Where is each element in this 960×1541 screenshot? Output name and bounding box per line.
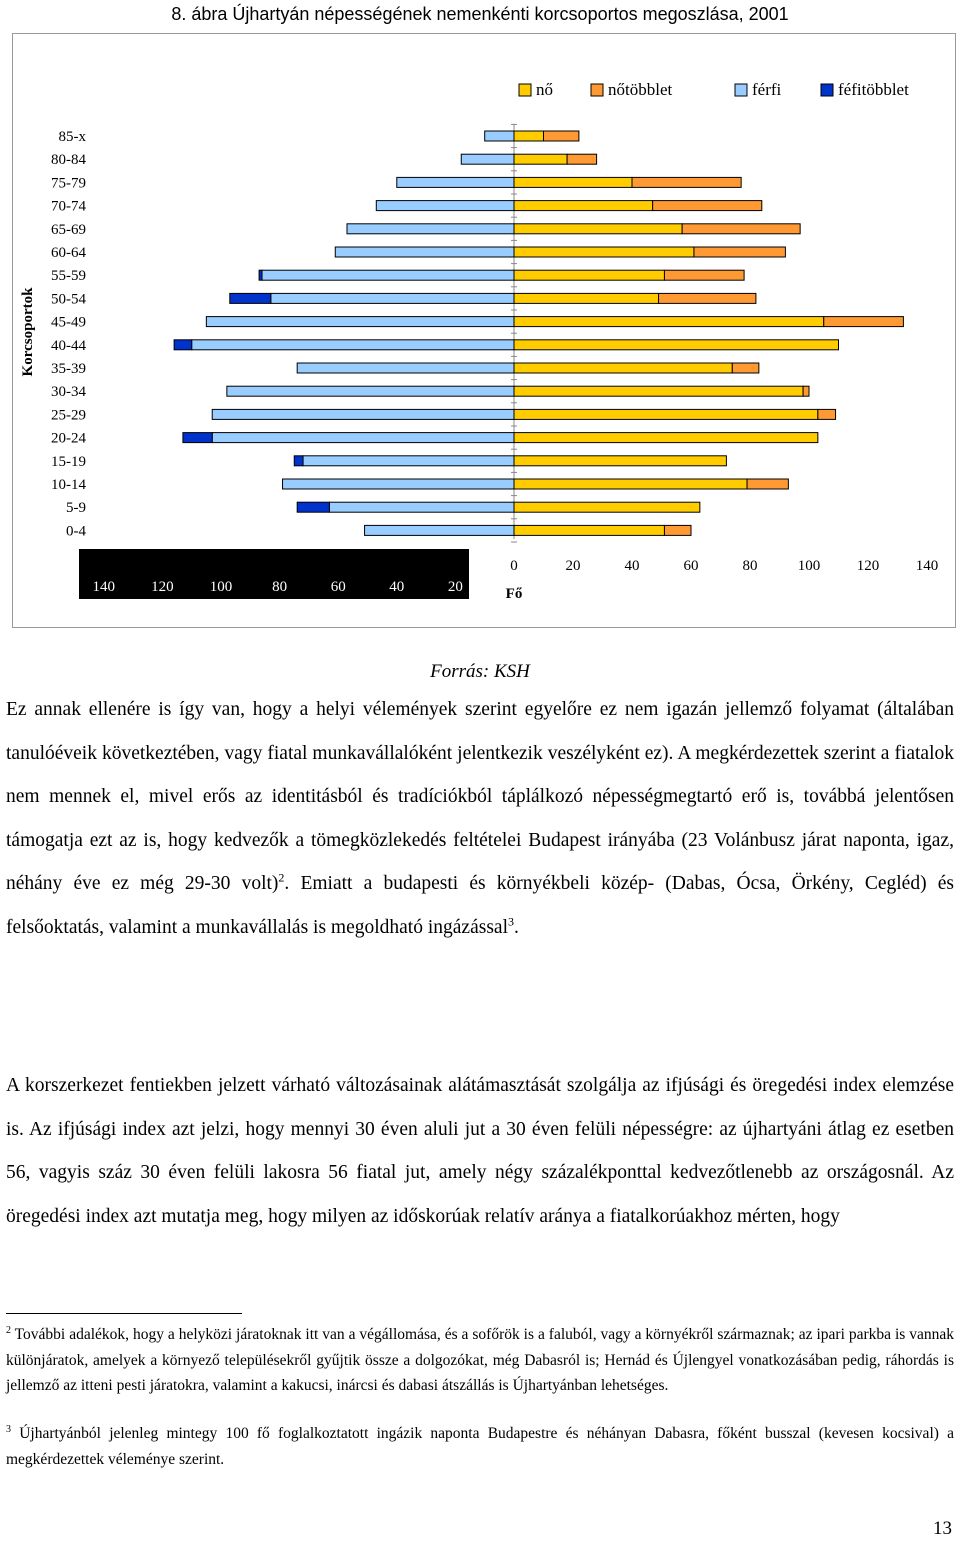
bar-ferfi-75-79 (397, 177, 514, 187)
bar-ferfi-55-59 (262, 270, 514, 280)
bar-ferfi-20-24 (212, 433, 514, 443)
category-label-50-54: 50-54 (51, 291, 86, 308)
bar-notobblet-35-39 (732, 363, 759, 373)
population-pyramid-chart (13, 34, 957, 629)
bar-ferfi-60-64 (335, 247, 514, 257)
bar-fefitobblet-20-24 (183, 433, 212, 443)
bar-ferfi-45-49 (206, 317, 514, 327)
bar-ferfi-10-14 (283, 479, 514, 489)
bar-notobblet-75-79 (632, 177, 741, 187)
category-label-70-74: 70-74 (51, 198, 86, 215)
x-tick-left-80: 80 (272, 579, 288, 595)
category-label-75-79: 75-79 (51, 175, 86, 192)
category-label-60-64: 60-64 (51, 245, 86, 261)
footnote-ref-2[interactable]: 2 (278, 870, 285, 885)
bar-notobblet-50-54 (659, 293, 756, 303)
y-axis-title: Korcsoportok (20, 287, 36, 377)
bar-no-75-79 (514, 177, 632, 187)
figure-title: 8. ábra Újhartyán népességének nemenkénti korcsoportos megoszlása, 2001 (171, 4, 789, 24)
x-tick-right-100: 100 (797, 558, 821, 574)
category-label-15-19: 15-19 (51, 453, 86, 470)
bar-ferfi-25-29 (212, 409, 514, 419)
x-tick-left-100: 100 (209, 579, 233, 595)
bar-no-25-29 (514, 409, 818, 419)
bar-ferfi-50-54 (271, 293, 514, 303)
paragraph-1 (6, 688, 954, 949)
legend-label-notobblet: nőtöbblet (608, 80, 673, 99)
legend-label-fefitobblet: féfitöbblet (838, 80, 909, 99)
chart-source: Forrás: KSH (430, 661, 530, 682)
footnote-3-text: Újhartyánból jelenleg mintegy 100 fő foglalkoztatott ingázik naponta Budapestre és néhányan Dabasra, főként busszal (kevesen kocsival) a megkérdezettek véleménye szerint. (6, 1425, 954, 1468)
bar-fefitobblet-15-19 (294, 456, 303, 466)
bar-fefitobblet-55-59 (259, 270, 262, 280)
footnote-divider (6, 1313, 242, 1314)
bar-no-0-4 (514, 525, 664, 535)
bar-notobblet-55-59 (664, 270, 744, 280)
x-tick-right-60: 60 (683, 558, 699, 574)
category-label-55-59: 55-59 (51, 268, 86, 285)
legend-label-ferfi: férfi (752, 80, 782, 99)
bar-fefitobblet-40-44 (174, 340, 192, 350)
x-tick-left-20: 20 (447, 579, 463, 595)
x-tick-left-60: 60 (330, 579, 346, 595)
bar-no-35-39 (514, 363, 732, 373)
legend-label-no: nő (536, 80, 553, 99)
bar-notobblet-30-34 (803, 386, 809, 396)
page-number: 13 (933, 1518, 952, 1539)
bar-notobblet-85-x (544, 131, 579, 141)
bar-fefitobblet-5-9 (297, 502, 329, 512)
footnote-3-number: 3 (6, 1423, 11, 1435)
category-label-0-4: 0-4 (66, 523, 86, 540)
bar-ferfi-80-84 (461, 154, 514, 164)
x-tick-right-140: 140 (915, 558, 939, 574)
x-tick-left-120: 120 (151, 579, 174, 595)
bar-notobblet-80-84 (567, 154, 597, 164)
category-label-10-14: 10-14 (51, 477, 86, 493)
footnote-3 (6, 1421, 954, 1472)
x-tick-left-40: 40 (389, 579, 405, 595)
bar-no-70-74 (514, 201, 653, 211)
bar-notobblet-45-49 (824, 317, 904, 327)
bar-ferfi-65-69 (347, 224, 514, 234)
paragraph-1-part-2: . Emiatt a budapesti és környékbeli közép- (Dabas, Ócsa, Örkény, Cegléd) és felsőoktatás, valamint a munkavállalás is megoldható ingázással (6, 873, 954, 938)
bar-no-40-44 (514, 340, 839, 350)
bar-no-30-34 (514, 386, 803, 396)
category-label-40-44: 40-44 (51, 337, 86, 354)
bar-ferfi-85-x (485, 131, 514, 141)
paragraph-2: A korszerkezet fentiekben jelzett várható változásainak alátámasztását szolgálja az ifjúsági és öregedési index elemzése is. Az ifjúsági index azt jelzi, hogy mennyi 30 éven aluli jut a 30 éven felüli népességre: az újhartyáni átlag ez esetben 56, vagyis száz 30 éven felüli lakosra 56 fiatal jut, amely négy százalékponttal kedvezőtlenebb az országosnál. Az öregedési index azt mutatja meg, hogy milyen az időskorúak relatív aránya a fiatalkorúakhoz mérten, hogy (6, 1075, 954, 1227)
bar-ferfi-40-44 (192, 340, 514, 350)
x-axis-title: Fő (505, 586, 523, 602)
bar-ferfi-35-39 (297, 363, 514, 373)
legend-swatch-no (519, 84, 531, 96)
bar-no-5-9 (514, 502, 700, 512)
legend-swatch-notobblet (591, 84, 603, 96)
bar-ferfi-15-19 (303, 456, 514, 466)
x-tick-right-120: 120 (856, 558, 880, 574)
x-tick-right-20: 20 (565, 558, 581, 574)
bar-notobblet-10-14 (747, 479, 788, 489)
category-label-65-69: 65-69 (51, 221, 86, 238)
x-tick-right-80: 80 (742, 558, 758, 574)
footnote-2-number: 2 (6, 1324, 11, 1336)
category-label-5-9: 5-9 (66, 500, 86, 517)
category-label-35-39: 35-39 (51, 361, 86, 377)
category-label-25-29: 25-29 (51, 407, 86, 424)
footnote-2 (6, 1322, 954, 1399)
bar-ferfi-70-74 (376, 201, 514, 211)
legend-swatch-fefitobblet (821, 84, 833, 96)
paragraph-1-part-1: Ez annak ellenére is így van, hogy a helyi vélemények szerint egyelőre ez nem igazán jellemző folyamat (általában tanulóéveik következtében, vagy fiatal munkavállalóként jelentkezik veszélyként ez). A megkérdezettek szerint a fiatalok nem mennek el, mivel erős az identitásból és tradíciókból táplálkozó népességmegtartó erő is, továbbá jelentősen támogatja ezt az is, hogy kedvezők a tömegközlekedés feltételei Budapest irányába (23 Volánbusz járat naponta, igaz, néhány éve ez még 29-30 volt) (6, 699, 954, 894)
paragraph-1-part-3: . (513, 916, 519, 938)
bar-no-45-49 (514, 317, 824, 327)
bar-no-10-14 (514, 479, 747, 489)
bar-ferfi-0-4 (365, 525, 514, 535)
chart-frame (12, 33, 956, 628)
bar-ferfi-30-34 (227, 386, 514, 396)
bar-no-15-19 (514, 456, 726, 466)
x-tick-right-0: 0 (510, 558, 518, 574)
bar-no-50-54 (514, 293, 659, 303)
x-tick-right-40: 40 (624, 558, 640, 574)
legend-swatch-ferfi (735, 84, 747, 96)
bar-notobblet-25-29 (818, 409, 836, 419)
bar-ferfi-5-9 (329, 502, 514, 512)
bar-notobblet-70-74 (653, 201, 762, 211)
bar-notobblet-60-64 (694, 247, 785, 257)
category-label-45-49: 45-49 (51, 314, 86, 331)
category-label-20-24: 20-24 (51, 430, 86, 447)
bar-no-85-x (514, 131, 544, 141)
footnote-2-text: További adalékok, hogy a helyközi járatoknak itt van a végállomása, és a sofőrök is a faluból, vagy a környékről származnak; az ipari parkba is vannak különjáratok, amelyek a környező településekről gyűjtik össze a dolgozókat, még Dabasról is; Hernád és Újlengyel vonatkozásában pedig, ráhordás is jellemző az itteni pesti járatokra, valamint a kakucsi, inárcsi és dabasi átszállás is Újhartyánban lehetséges. (6, 1326, 954, 1394)
bar-no-55-59 (514, 270, 664, 280)
category-label-30-34: 30-34 (51, 384, 86, 401)
category-label-80-84: 80-84 (51, 152, 86, 169)
footnote-ref-3[interactable]: 3 (507, 914, 514, 928)
bar-no-80-84 (514, 154, 567, 164)
bar-notobblet-65-69 (682, 224, 800, 234)
bar-no-65-69 (514, 224, 682, 234)
x-tick-left-140: 140 (92, 579, 116, 595)
bar-no-60-64 (514, 247, 694, 257)
bar-fefitobblet-50-54 (230, 293, 271, 303)
bar-notobblet-0-4 (664, 525, 691, 535)
bar-no-20-24 (514, 433, 818, 443)
category-label-85-x: 85-x (58, 129, 86, 145)
